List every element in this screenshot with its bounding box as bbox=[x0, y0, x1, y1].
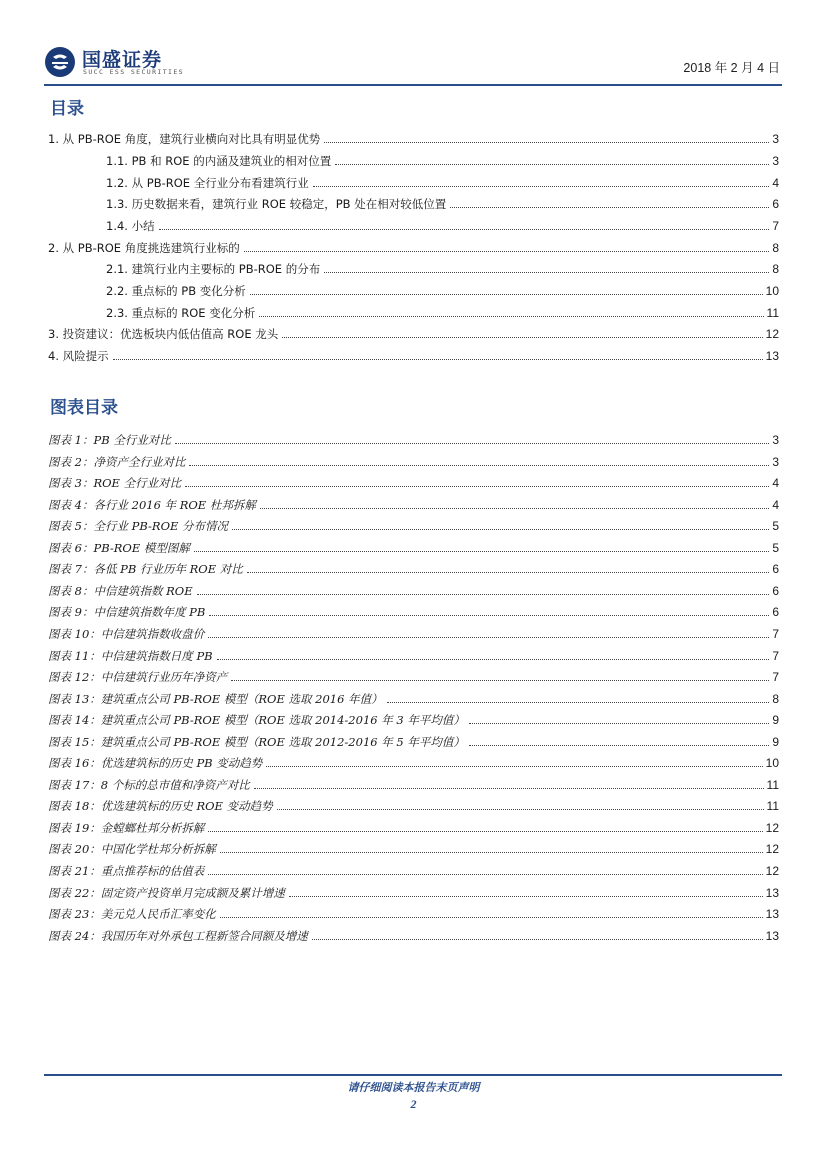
dot-leader bbox=[282, 337, 762, 338]
toc-title: 目录 bbox=[50, 99, 84, 119]
figure-entry-title: 图表 3：ROE 全行业对比 bbox=[48, 476, 182, 490]
figure-entry-page: 7 bbox=[772, 670, 779, 684]
figure-entry-title: 图表 19：金螳螂杜邦分析拆解 bbox=[48, 821, 205, 835]
figure-entry-page: 9 bbox=[772, 713, 779, 727]
figure-entry-title: 图表 12：中信建筑行业历年净资产 bbox=[48, 670, 228, 684]
toc-entry-title: 4. 风险提示 bbox=[48, 349, 109, 363]
figure-entry-page: 10 bbox=[765, 756, 779, 770]
dot-leader bbox=[194, 551, 769, 552]
toc-entry-page: 13 bbox=[765, 349, 779, 363]
figure-entry-page: 13 bbox=[765, 929, 779, 943]
figure-entry[interactable] bbox=[48, 601, 779, 619]
figure-entry-title: 图表 14：建筑重点公司 PB-ROE 模型（ROE 选取 2014-2016 年 3 年平均值） bbox=[48, 713, 465, 727]
figure-entry-title: 图表 17：8 个标的总市值和净资产对比 bbox=[48, 778, 250, 792]
figure-entry-page: 4 bbox=[772, 498, 779, 512]
figure-entry[interactable] bbox=[48, 451, 779, 469]
dot-leader bbox=[159, 229, 770, 230]
figure-entry[interactable] bbox=[48, 795, 779, 813]
toc-entry-title: 1.2. 从 PB-ROE 全行业分布看建筑行业 bbox=[106, 176, 309, 190]
figure-entry-title: 图表 20：中国化学杜邦分析拆解 bbox=[48, 842, 216, 856]
figure-entry[interactable] bbox=[48, 494, 779, 512]
dot-leader bbox=[217, 659, 770, 660]
toc-entry-title: 1.4. 小结 bbox=[106, 219, 155, 233]
dot-leader bbox=[113, 359, 763, 360]
figure-entry-title: 图表 11：中信建筑指数日度 PB bbox=[48, 649, 213, 663]
report-date: 2018 年 2 月 4 日 bbox=[683, 61, 780, 75]
page-header bbox=[44, 44, 782, 82]
figure-entry[interactable] bbox=[48, 688, 779, 706]
header-divider bbox=[44, 84, 782, 86]
toc-entry[interactable] bbox=[106, 302, 779, 320]
toc-entry-page: 7 bbox=[772, 219, 779, 233]
dot-leader bbox=[335, 164, 769, 165]
dot-leader bbox=[289, 896, 763, 897]
toc-entry-page: 4 bbox=[772, 176, 779, 190]
figure-entry-page: 9 bbox=[772, 735, 779, 749]
toc-entry[interactable] bbox=[48, 323, 779, 341]
dot-leader bbox=[244, 251, 770, 252]
figure-entry-page: 6 bbox=[772, 584, 779, 598]
dot-leader bbox=[185, 486, 769, 487]
figure-entry-page: 11 bbox=[766, 799, 779, 813]
figure-entry[interactable] bbox=[48, 817, 779, 835]
toc-entry-page: 8 bbox=[772, 262, 779, 276]
figure-entry-page: 13 bbox=[765, 907, 779, 921]
figure-entry-title: 图表 2：净资产全行业对比 bbox=[48, 455, 186, 469]
guosheng-logo-icon bbox=[44, 46, 76, 78]
dot-leader bbox=[220, 852, 763, 853]
figure-entry-page: 7 bbox=[772, 627, 779, 641]
toc-entry-page: 6 bbox=[772, 197, 779, 211]
company-logo bbox=[44, 44, 184, 80]
toc-entry-title: 2.3. 重点标的 ROE 变化分析 bbox=[106, 306, 256, 320]
toc-entry[interactable] bbox=[106, 193, 779, 211]
toc-entry-title: 2.2. 重点标的 PB 变化分析 bbox=[106, 284, 246, 298]
figure-entry-page: 8 bbox=[772, 692, 779, 706]
toc-entry-page: 8 bbox=[772, 241, 779, 255]
figure-entry-title: 图表 9：中信建筑指数年度 PB bbox=[48, 605, 206, 619]
dot-leader bbox=[266, 766, 762, 767]
figure-entry-title: 图表 4：各行业 2016 年 ROE 杜邦拆解 bbox=[48, 498, 256, 512]
figure-entry-title: 图表 5：全行业 PB-ROE 分布情况 bbox=[48, 519, 229, 533]
toc-entry-title: 1. 从 PB-ROE 角度，建筑行业横向对比具有明显优势 bbox=[48, 132, 321, 146]
dot-leader bbox=[324, 142, 769, 143]
dot-leader bbox=[312, 939, 763, 940]
toc-entry[interactable] bbox=[106, 172, 779, 190]
figure-entry-title: 图表 8：中信建筑指数 ROE bbox=[48, 584, 193, 598]
dot-leader bbox=[450, 207, 769, 208]
dot-leader bbox=[387, 702, 770, 703]
toc-entry[interactable] bbox=[106, 258, 779, 276]
figure-entry[interactable] bbox=[48, 882, 779, 900]
figure-entry[interactable] bbox=[48, 537, 779, 555]
dot-leader bbox=[208, 831, 762, 832]
figure-entry[interactable] bbox=[48, 903, 779, 921]
figure-entry[interactable] bbox=[48, 774, 779, 792]
figure-entry[interactable] bbox=[48, 838, 779, 856]
toc-entry-title: 3. 投资建议：优选板块内低估值高 ROE 龙头 bbox=[48, 327, 279, 341]
figure-entry-page: 3 bbox=[772, 455, 779, 469]
figure-entry-title: 图表 13：建筑重点公司 PB-ROE 模型（ROE 选取 2016 年值） bbox=[48, 692, 383, 706]
figure-entry-page: 5 bbox=[772, 519, 779, 533]
page-number: 2 bbox=[410, 1097, 417, 1111]
figures-title: 图表目录 bbox=[50, 398, 118, 418]
figure-entry[interactable] bbox=[48, 580, 779, 598]
figure-entry-title: 图表 22：固定资产投资单月完成额及累计增速 bbox=[48, 886, 285, 900]
figure-entry-title: 图表 10：中信建筑指数收盘价 bbox=[48, 627, 205, 641]
figure-entry[interactable] bbox=[48, 645, 779, 663]
toc-entry-title: 1.1. PB 和 ROE 的内涵及建筑业的相对位置 bbox=[106, 154, 332, 168]
dot-leader bbox=[197, 594, 770, 595]
toc-entry[interactable] bbox=[48, 345, 779, 363]
figure-entry-title: 图表 21：重点推荐标的估值表 bbox=[48, 864, 205, 878]
logo-chinese-name: 国盛证券 bbox=[82, 49, 163, 71]
footer-divider bbox=[44, 1074, 782, 1076]
toc-entry-page: 3 bbox=[772, 132, 779, 146]
figure-entry[interactable] bbox=[48, 925, 779, 943]
dot-leader bbox=[208, 874, 762, 875]
dot-leader bbox=[208, 637, 769, 638]
figure-entry-title: 图表 23：美元兑人民币汇率变化 bbox=[48, 907, 216, 921]
dot-leader bbox=[324, 272, 769, 273]
figure-entry[interactable] bbox=[48, 623, 779, 641]
figure-entry[interactable] bbox=[48, 429, 779, 447]
dot-leader bbox=[259, 316, 763, 317]
dot-leader bbox=[175, 443, 769, 444]
toc-entry[interactable] bbox=[106, 280, 779, 298]
toc-entry[interactable] bbox=[106, 215, 779, 233]
figure-entry-title: 图表 7：各低 PB 行业历年 ROE 对比 bbox=[48, 562, 243, 576]
figure-entry-title: 图表 6：PB-ROE 模型图解 bbox=[48, 541, 190, 555]
figure-entry[interactable] bbox=[48, 666, 779, 684]
toc-entry[interactable] bbox=[106, 150, 779, 168]
dot-leader bbox=[220, 917, 763, 918]
toc-entry[interactable] bbox=[48, 128, 779, 146]
figure-entry-page: 6 bbox=[772, 562, 779, 576]
figure-entry-title: 图表 1：PB 全行业对比 bbox=[48, 433, 171, 447]
dot-leader bbox=[247, 572, 770, 573]
toc-entry[interactable] bbox=[48, 237, 779, 255]
figure-entry-page: 11 bbox=[766, 778, 779, 792]
figure-entry-page: 4 bbox=[772, 476, 779, 490]
figure-entry-page: 13 bbox=[765, 886, 779, 900]
toc-entry-page: 10 bbox=[765, 284, 779, 298]
dot-leader bbox=[232, 529, 769, 530]
figure-entry[interactable] bbox=[48, 709, 779, 727]
dot-leader bbox=[209, 615, 769, 616]
toc-entry-page: 12 bbox=[765, 327, 779, 341]
dot-leader bbox=[189, 465, 769, 466]
toc-entry-title: 2. 从 PB-ROE 角度挑选建筑行业标的 bbox=[48, 241, 240, 255]
dot-leader bbox=[277, 809, 764, 810]
figure-entry-title: 图表 18：优选建筑标的历史 ROE 变动趋势 bbox=[48, 799, 273, 813]
toc-entry-title: 1.3. 历史数据来看，建筑行业 ROE 较稳定，PB 处在相对较低位置 bbox=[106, 197, 447, 211]
figure-entry[interactable] bbox=[48, 472, 779, 490]
figure-entry[interactable] bbox=[48, 558, 779, 576]
dot-leader bbox=[469, 723, 769, 724]
dot-leader bbox=[231, 680, 769, 681]
figure-entry-title: 图表 24：我国历年对外承包工程新签合同额及增速 bbox=[48, 929, 308, 943]
logo-english-name: SUCC ESS SECURITIES bbox=[83, 68, 184, 76]
figure-entry-page: 6 bbox=[772, 605, 779, 619]
dot-leader bbox=[469, 745, 769, 746]
figure-entry-page: 3 bbox=[772, 433, 779, 447]
toc-entry-page: 11 bbox=[766, 306, 779, 320]
figure-entry[interactable] bbox=[48, 731, 779, 749]
dot-leader bbox=[260, 508, 769, 509]
figure-entry-page: 7 bbox=[772, 649, 779, 663]
figure-entry[interactable] bbox=[48, 515, 779, 533]
dot-leader bbox=[313, 186, 770, 187]
dot-leader bbox=[254, 788, 764, 789]
figure-entry-title: 图表 15：建筑重点公司 PB-ROE 模型（ROE 选取 2012-2016 年 5 年平均值） bbox=[48, 735, 465, 749]
figure-entry-page: 5 bbox=[772, 541, 779, 555]
disclaimer-note: 请仔细阅读本报告末页声明 bbox=[347, 1081, 480, 1094]
toc-entry-title: 2.1. 建筑行业内主要标的 PB-ROE 的分布 bbox=[106, 262, 321, 276]
figure-entry[interactable] bbox=[48, 752, 779, 770]
figure-entry-page: 12 bbox=[765, 864, 779, 878]
figure-entry-page: 12 bbox=[765, 842, 779, 856]
figure-entry[interactable] bbox=[48, 860, 779, 878]
toc-entry-page: 3 bbox=[772, 154, 779, 168]
figure-entry-page: 12 bbox=[765, 821, 779, 835]
figure-entry-title: 图表 16：优选建筑标的历史 PB 变动趋势 bbox=[48, 756, 263, 770]
dot-leader bbox=[250, 294, 763, 295]
